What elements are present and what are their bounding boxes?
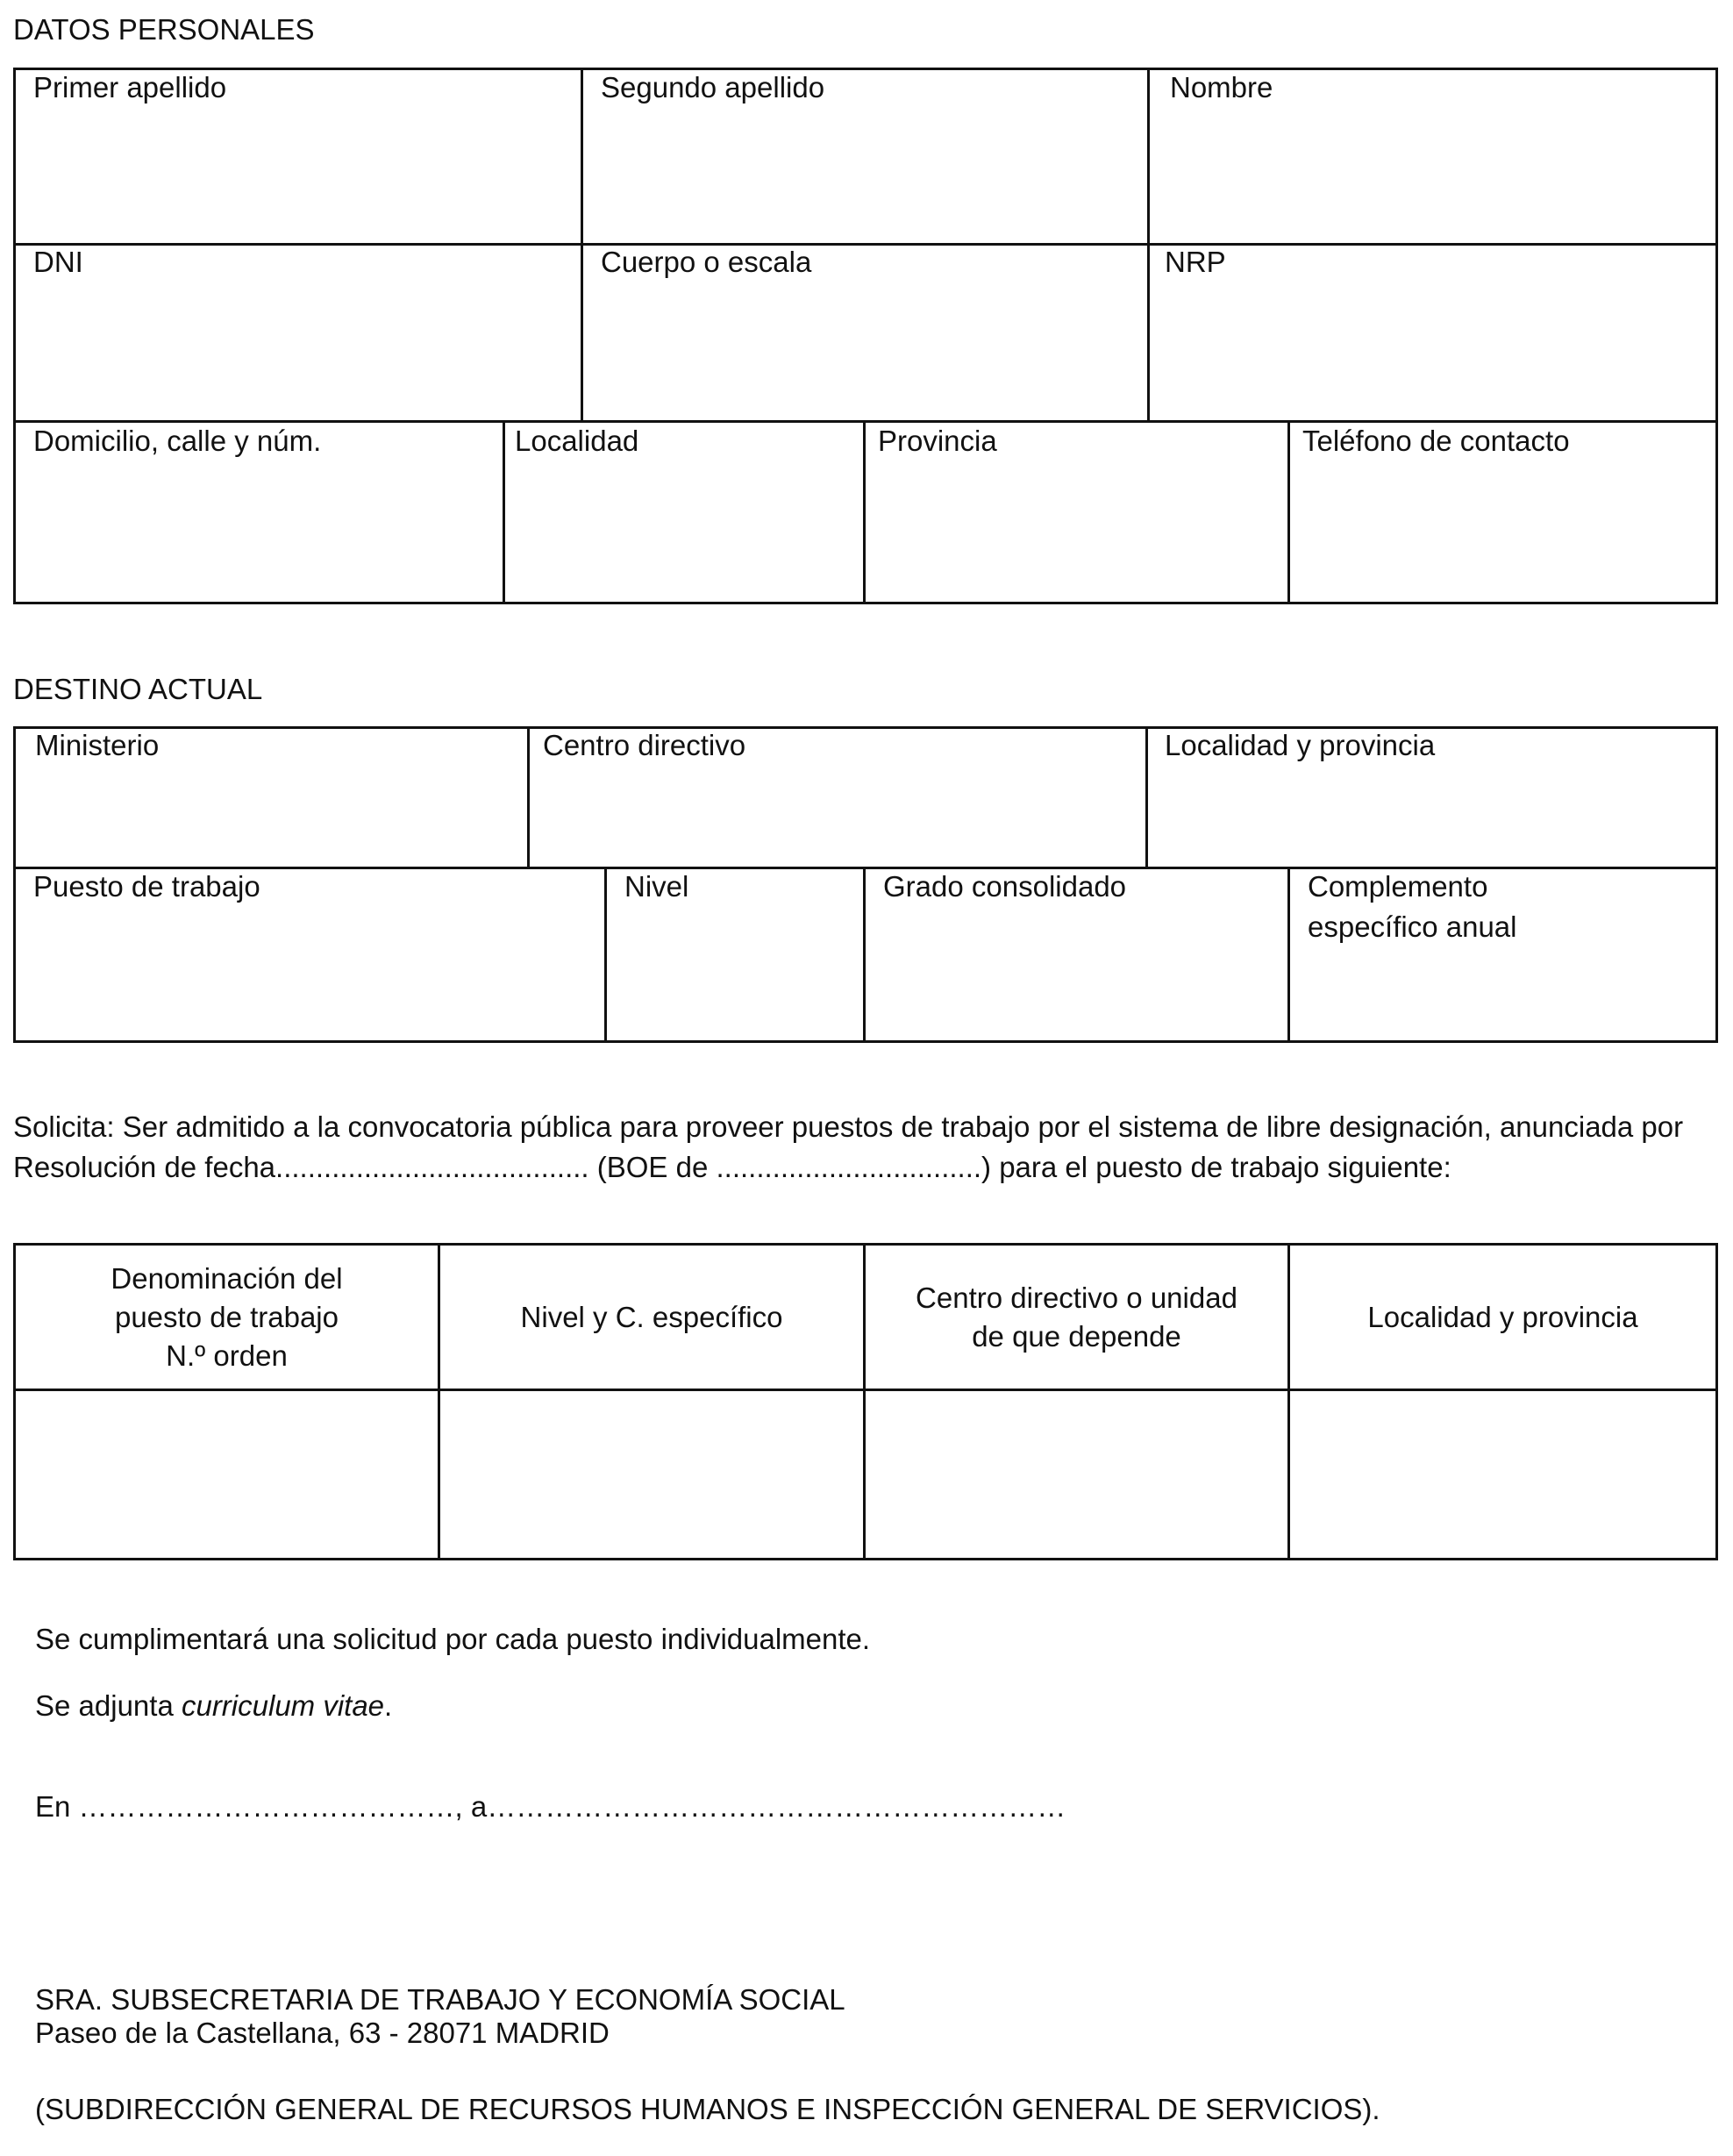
- column-header-localidad-label: Localidad y provincia: [1367, 1300, 1638, 1333]
- address-line-1: SRA. SUBSECRETARIA DE TRABAJO Y ECONOMÍA SOCIAL: [35, 1983, 845, 2016]
- field-label-ministerio: Ministerio: [35, 729, 160, 761]
- field-label-domicilio: Domicilio, calle y núm.: [33, 425, 322, 457]
- field-label-centro-directivo: Centro directivo: [543, 729, 746, 761]
- column-header-denominacion-line2: puesto de trabajo: [114, 1300, 339, 1333]
- section-heading-destino: DESTINO ACTUAL: [13, 673, 263, 705]
- note-curriculum-prefix: Se adjunta: [35, 1689, 182, 1722]
- column-header-centro-line2: de que depende: [972, 1319, 1181, 1353]
- section-heading-personal: DATOS PERSONALES: [13, 13, 315, 46]
- field-label-dni: DNI: [33, 246, 83, 278]
- field-label-nrp: NRP: [1165, 246, 1226, 278]
- column-header-denominacion-line3: N.º orden: [166, 1339, 288, 1372]
- column-header-nivel: [440, 1246, 863, 1389]
- address-line-3: (SUBDIRECCIÓN GENERAL DE RECURSOS HUMANOS E INSPECCIÓN GENERAL DE SERVICIOS).: [35, 2093, 1380, 2125]
- field-label-cuerpo-escala: Cuerpo o escala: [601, 246, 812, 278]
- field-label-primer-apellido: Primer apellido: [33, 71, 227, 104]
- field-label-localidad-provincia: Localidad y provincia: [1165, 729, 1436, 761]
- field-label-segundo-apellido: Segundo apellido: [601, 71, 825, 104]
- note-curriculum-suffix: .: [384, 1689, 393, 1722]
- field-label-provincia: Provincia: [878, 425, 997, 457]
- note-curriculum: [35, 1686, 392, 1725]
- field-label-nivel: Nivel: [624, 870, 689, 903]
- field-label-grado-consolidado: Grado consolidado: [883, 870, 1127, 903]
- column-header-centro-line1: Centro directivo o unidad: [916, 1281, 1237, 1314]
- note-curriculum-italic: curriculum vitae: [181, 1689, 385, 1722]
- field-label-complemento: Complemento: [1308, 870, 1488, 903]
- column-header-denominacion: [16, 1246, 438, 1389]
- field-label-localidad: Localidad: [515, 425, 639, 457]
- column-header-centro-directivo: [866, 1246, 1287, 1389]
- column-header-nivel-label: Nivel y C. específico: [520, 1300, 783, 1333]
- field-label-nombre: Nombre: [1170, 71, 1273, 104]
- field-label-puesto-trabajo: Puesto de trabajo: [33, 870, 260, 903]
- column-header-localidad: [1290, 1246, 1715, 1389]
- solicita-line-2: Resolución de fecha....................................... (BOE de .................................) para el puesto de trabajo siguiente:: [13, 1151, 1451, 1183]
- field-label-telefono: Teléfono de contacto: [1302, 425, 1570, 457]
- column-header-denominacion-line1: Denominación del: [111, 1261, 343, 1295]
- lugar-fecha-line: En …………………………………, a……………………………………………………: [35, 1790, 1066, 1823]
- solicita-line-1: Solicita: Ser admitido a la convocatoria pública para proveer puestos de trabajo por el sistema de libre designación, anunciada por: [13, 1110, 1684, 1143]
- address-line-2: Paseo de la Castellana, 63 - 28071 MADRID: [35, 2017, 610, 2049]
- note-solicitud-individual: Se cumplimentará una solicitud por cada puesto individualmente.: [35, 1623, 871, 1655]
- field-label-complemento-especifico: específico anual: [1308, 910, 1517, 943]
